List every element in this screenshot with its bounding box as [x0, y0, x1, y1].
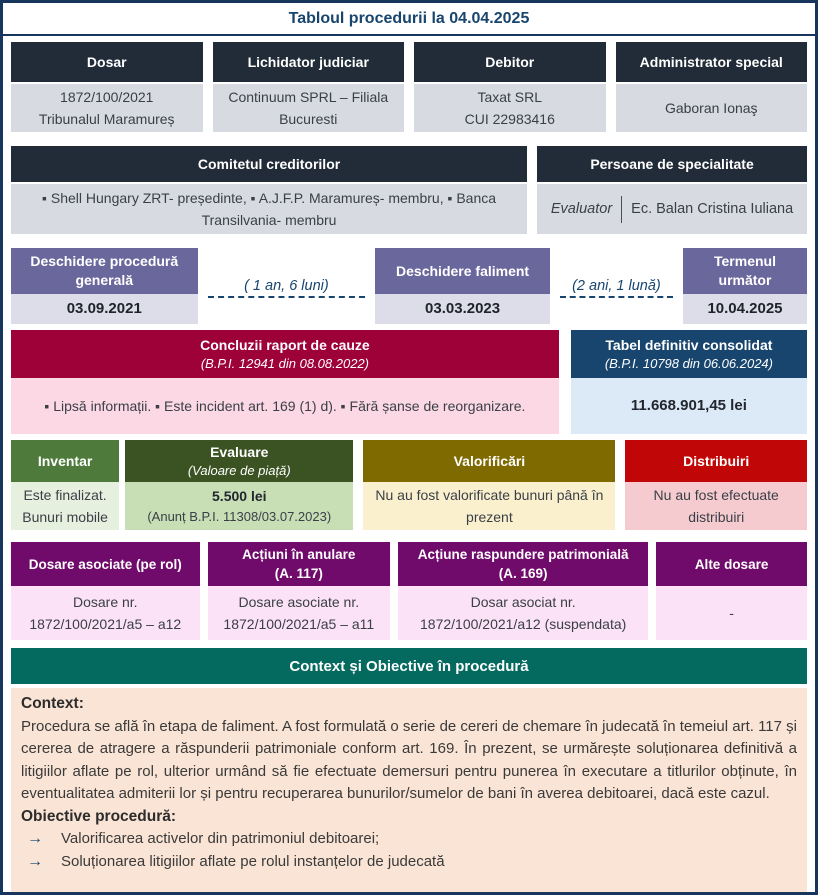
milestone-deschidere-faliment	[375, 248, 550, 324]
specialists-value	[537, 184, 807, 234]
arrow-icon: →	[27, 830, 43, 847]
causes-report-content: ▪ Lipsă informații. ▪ Este incident art. 169 (1) d). ▪ Fără șanse de reorganizare.	[11, 378, 559, 434]
milestone-date: 10.04.2025	[683, 294, 807, 324]
administrator-value	[616, 84, 808, 132]
committee-row	[11, 146, 807, 234]
page-title: Tabloul procedurii la 04.04.2025	[3, 3, 815, 36]
specialists-header: Persoane de specialitate	[537, 146, 807, 182]
case-line2: 1872/100/2021/a5 – a12	[29, 616, 182, 632]
evaluare-note: (Anunț B.P.I. 11308/03.07.2023)	[147, 509, 332, 524]
milestone-deschidere-generala	[11, 248, 198, 324]
case-line1: Dosare nr.	[72, 594, 138, 610]
debitor-value	[414, 84, 606, 132]
objectives-label: Obiective procedură:	[21, 807, 177, 825]
interval-2	[550, 248, 683, 324]
consolidated-amount: 11.668.901,45 lei	[630, 397, 747, 414]
actiuni-anulare-article: (A. 117)	[274, 566, 323, 581]
specialists-card	[537, 146, 807, 234]
actiuni-anulare-card	[208, 542, 391, 640]
consolidated-table-title: Tabel definitiv consolidat	[605, 336, 773, 353]
actiuni-anulare-title: Acțiuni în anulare	[242, 547, 356, 562]
evaluare-value: 5.500 lei	[212, 488, 267, 504]
inventar-card	[11, 440, 119, 530]
consolidated-table-header	[571, 330, 807, 378]
committee-header: Comitetul creditorilor	[11, 146, 527, 182]
evaluare-subtitle: (Valoare de piață)	[187, 462, 291, 478]
consolidated-table-subtitle: (B.P.I. 10798 din 06.06.2024)	[604, 355, 773, 371]
dosar-number: 1872/100/2021	[60, 89, 154, 105]
lichidator-value	[213, 84, 405, 132]
lichidator-header: Lichidator judiciar	[213, 42, 405, 82]
causes-report-header	[11, 330, 559, 378]
actiune-raspundere-title: Acțiune raspundere patrimonială	[417, 547, 629, 562]
dosar-card	[11, 42, 203, 132]
milestone-label: Termenul următor	[683, 248, 807, 294]
causes-report-title: Concluzii raport de cauze	[200, 336, 370, 353]
inventar-header: Inventar	[11, 440, 119, 482]
objective-text: Soluționarea litigiilor aflate pe rolul instanțelor de judecată	[61, 852, 445, 870]
arrow-icon: →	[27, 852, 43, 870]
timeline-row	[11, 248, 807, 324]
case-line2: 1872/100/2021/a5 – a11	[223, 616, 375, 632]
context-objectives-bar: Context și Obiective în procedură	[11, 648, 807, 684]
actiune-raspundere-card	[398, 542, 648, 640]
case-line1: Dosar asociat nr.	[470, 594, 576, 610]
consolidated-table-value	[571, 378, 807, 434]
evaluare-card	[125, 440, 353, 530]
consolidated-table-card	[571, 330, 807, 434]
case-line1: -	[729, 605, 734, 621]
assets-row	[11, 440, 807, 530]
milestone-date: 03.09.2021	[11, 294, 198, 324]
alte-dosare-card	[656, 542, 807, 640]
report-row	[11, 330, 807, 434]
alte-dosare-header: Alte dosare	[656, 542, 807, 586]
vertical-divider	[621, 196, 622, 223]
evaluare-content	[125, 482, 353, 530]
interval-1-label: ( 1 an, 6 luni)	[208, 278, 366, 298]
causes-report-subtitle: (B.P.I. 12941 din 08.08.2022)	[200, 355, 369, 371]
distribuiri-card	[625, 440, 807, 530]
objective-text: Valorificarea activelor din patrimoniul debitoarei;	[61, 830, 380, 847]
valorificari-content: Nu au fost valorificate bunuri până în prezent	[363, 482, 615, 530]
administrator-header: Administrator special	[616, 42, 808, 82]
debitor-name: Taxat SRL	[477, 89, 543, 105]
interval-1	[198, 248, 376, 324]
debitor-header: Debitor	[414, 42, 606, 82]
actiune-raspundere-header	[398, 542, 648, 586]
cases-row	[11, 542, 807, 640]
top-cards-row	[11, 42, 807, 132]
dosar-value	[11, 84, 203, 132]
specialist-name: Ec. Balan Cristina Iuliana	[631, 201, 794, 217]
dosare-asociate-card	[11, 542, 200, 640]
dosare-asociate-header: Dosare asociate (pe rol)	[11, 542, 200, 586]
valorificari-card	[363, 440, 615, 530]
milestone-label: Deschidere procedură generală	[11, 248, 198, 294]
alte-dosare-content	[656, 586, 807, 640]
context-label: Context:	[21, 695, 84, 712]
case-line2: 1872/100/2021/a12 (suspendata)	[420, 616, 627, 632]
objective-item	[21, 828, 797, 851]
context-text: Procedura se află în etapa de faliment. A fost formulată o serie de cereri de chemare în judecată în temeiul art. 117 și cererea de atragere a răspunderii patrimoniale conform art. 169. În prezent, se urmărește soluționarea definitivă a litigiilor aflate pe rol, ulterior urmând să fie efectuate demersuri pentru punerea în executare a titlurilor obținute, în eventualitatea admiterii lor și pentru recuperarea bunurilor/sumelor de bani în averea debitoarei, dacă este cazul.	[21, 717, 797, 802]
lichidator-name-line1: Continuum SPRL – Filiala	[228, 89, 389, 105]
actiuni-anulare-content	[208, 586, 391, 640]
actiune-raspundere-article: (A. 169)	[498, 566, 548, 581]
dosar-court: Tribunalul Maramureș	[38, 111, 175, 127]
distribuiri-header: Distribuiri	[625, 440, 807, 482]
lichidator-card	[213, 42, 405, 132]
milestone-termen-urmator	[683, 248, 807, 324]
inventar-content: Este finalizat. Bunuri mobile	[11, 482, 119, 530]
actiuni-anulare-header	[208, 542, 391, 586]
objective-item	[21, 851, 797, 874]
specialist-role: Evaluator	[550, 201, 613, 217]
actiune-raspundere-content	[398, 586, 648, 640]
distribuiri-content: Nu au fost efectuate distribuiri	[625, 482, 807, 530]
administrator-card	[616, 42, 808, 132]
dosare-asociate-content	[11, 586, 200, 640]
administrator-name: Gaboran Ionaş	[664, 100, 758, 116]
debitor-card	[414, 42, 606, 132]
interval-2-label: (2 ani, 1 lună)	[560, 278, 673, 298]
debitor-cui: CUI 22983416	[464, 111, 555, 127]
lichidator-name-line2: Bucuresti	[279, 111, 338, 127]
dosar-header: Dosar	[11, 42, 203, 82]
valorificari-header: Valorificări	[363, 440, 615, 482]
evaluare-title: Evaluare	[210, 443, 269, 460]
evaluare-header	[125, 440, 353, 482]
case-line1: Dosare asociate nr.	[238, 594, 360, 610]
committee-card	[11, 146, 527, 234]
context-block	[11, 688, 807, 892]
causes-report-card	[11, 330, 559, 434]
committee-members: ▪ Shell Hungary ZRT- președinte, ▪ A.J.F.P. Maramureș- membru, ▪ Banca Transilvania- membru	[11, 184, 527, 234]
milestone-date: 03.03.2023	[375, 294, 550, 324]
milestone-label: Deschidere faliment	[375, 248, 550, 294]
